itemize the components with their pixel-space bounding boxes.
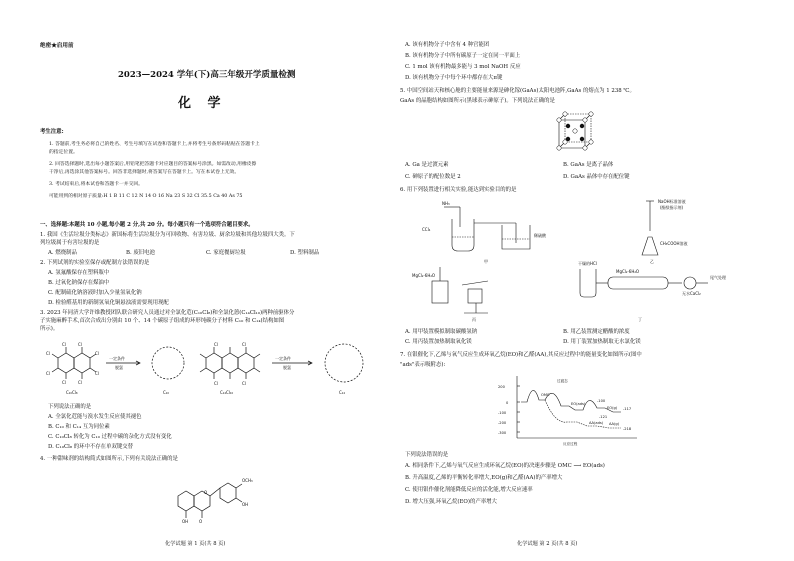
ytick: 200	[498, 385, 505, 389]
q7-option-a: A. 相同条件下,乙烯与氧气反应生成环氧乙烷(EO)的决速步骤是 OMC ⟶ EO(ads)	[405, 463, 605, 469]
chlorine-label: Cl	[46, 351, 50, 356]
arrow1-bottom: 脱氯	[115, 365, 123, 370]
arrow1-top: 一定条件	[109, 356, 125, 361]
hcl-label: 干燥的HCl	[578, 261, 597, 266]
ch3cooh-label: CH₃COOH溶液	[660, 241, 688, 246]
q6-apparatus-figure	[402, 197, 742, 325]
q3-option-a: A. 全氯化苊能与溴水发生反应使其褪色	[48, 414, 142, 420]
q7-energy-diagram	[497, 372, 647, 448]
atomic-mass-line: 可能用到的相对原子质量:H 1 B 11 C 12 N 14 O 16 Na 23 S 32 Cl 35.5 Ca 40 As 75	[49, 194, 243, 199]
figure-jia: 甲	[484, 259, 488, 264]
q1-stem: 1. 我国《生活垃圾分类标志》新国标将生活垃圾分为可回收物、有害垃圾、厨余垃圾和其他垃圾四大类。下	[40, 232, 295, 238]
q2-option-a: A. 氢氟酸保存在塑料瓶中	[48, 270, 110, 276]
q7-option-b: B. 升高温度,乙烯的平衡转化率增大,EO(g)和乙醛(AA)的产率增大	[405, 475, 563, 481]
q5-stem: GaAs 的晶胞结构如图所示(黑球表示砷原子)。下列说法正确的是	[400, 98, 555, 104]
tail-gas-label: 尾气处理	[710, 275, 726, 280]
q3-reaction-scheme	[40, 336, 380, 402]
ytick: 0	[506, 401, 509, 405]
q1-option-d: D. 塑料制品	[290, 250, 320, 256]
q3-option-b: B. C₁₀ 和 C₁₄ 互为同位素	[48, 424, 110, 430]
q4-option-a: A. 该有机物分子中含有 4 种官能团	[405, 42, 490, 48]
q4-option-c: C. 1 mol 该有机物最多能与 3 mol NaOH 反应	[405, 64, 521, 70]
eo-g-label: EO(g)	[607, 406, 618, 410]
note-line: 干净后,再选涂其他答案标号。回答非选择题时,将答案写在答题卡上。写在本试卷上无效。	[49, 170, 240, 175]
ytick: -200	[498, 421, 507, 425]
chlorine-label: Cl	[78, 380, 82, 385]
mgcl2-tube-label: MgCl₂·6H₂O	[616, 269, 640, 274]
och3-label: OCH₃	[242, 478, 253, 483]
energy-label: -117	[623, 407, 632, 411]
q5-option-d: D. GaAs 晶体中存在配位键	[563, 174, 630, 180]
page-footer: 化学试题 第 2 页(共 8 页)	[517, 541, 578, 547]
acid-label: 稀硫酸	[534, 233, 546, 238]
page-footer: 化学试题 第 1 页(共 8 页)	[165, 541, 226, 547]
note-line: 3. 考试结束后,将本试卷和答题卡一并交回。	[49, 182, 143, 187]
q2-option-c: C. 配制硫化钠溶液时加入少量氢氧化钠	[48, 290, 142, 296]
x-axis-label: 反应过程	[563, 442, 578, 446]
figure-yi: 乙	[650, 259, 654, 264]
transition-state-label: 过渡态	[557, 379, 568, 383]
q5-option-a: A. Ga 是过渡元素	[405, 162, 449, 168]
q1-option-c: C. 家庭餐厨垃圾	[206, 250, 246, 256]
section-heading: 一、选择题:本题共 10 小题,每小题 2 分,共 20 分。每小题只有一个选项符合题目要求。	[40, 222, 254, 228]
nh3-label: NH₃	[442, 201, 450, 206]
mgcl2-label: MgCl₂·6H₂O	[412, 273, 436, 278]
note-line: 的指定位置。	[49, 150, 78, 155]
q3-stem: 3. 2023 年同济大学许维教授团队联合研究人员通过对全氯化苊(C₁₀Cl₈)和全氯化蒽(C₁₄Cl₁₀)两种前驱体分	[40, 310, 295, 316]
naoh-label: NaOH标准溶液	[658, 199, 686, 204]
chlorine-label: Cl	[62, 342, 66, 347]
figure-ding: 丁	[638, 317, 642, 322]
omc-label: OMC	[541, 393, 550, 397]
note-line: 2. 回答选择题时,选出每小题答案后,用铅笔把答题卡对应题目的答案标号涂黑。如需改动,用橡皮擦	[49, 162, 257, 167]
q6-option-c: C. 用丙装置加热制取氧化镁	[405, 339, 472, 345]
eo-ads-label: EO(ads)	[571, 402, 586, 406]
secret-mark: 绝密★启用前	[40, 43, 74, 49]
q6-option-a: A. 用甲装置模拟制取碳酸氢钠	[405, 329, 478, 335]
q7-option-c: C. 使用银作催化剂能降低反应的活化能,增大反应速率	[405, 487, 533, 493]
product2-label: C₁₄	[339, 390, 345, 395]
ccl4-label: CCl₄	[422, 227, 431, 232]
chlorine-label: Cl	[78, 342, 82, 347]
energy-label: -218	[623, 427, 632, 431]
precursor1-label: C₁₀Cl₈	[66, 390, 78, 395]
energy-label: -121	[599, 415, 608, 419]
q7-option-d: D. 增大压强,环氧乙烷(EO)的产率增大	[405, 499, 497, 505]
chlorine-label: Cl	[242, 342, 246, 347]
ytick: -300	[498, 431, 507, 435]
q3-stem: 所示)。	[40, 326, 59, 332]
q1-stem: 列垃圾属于有害垃圾的是	[40, 240, 100, 246]
q3-option-c: C. C₁₀Cl₈ 转化为 C₁₀ 过程中碳的杂化方式没有变化	[48, 434, 172, 440]
q2-stem: 2. 下列试剂的实验室保存或配制方法错误的是	[40, 260, 150, 266]
figure-bing: 丙	[472, 317, 476, 322]
chlorine-label: Cl	[214, 342, 218, 347]
arrow2-bottom: 脱氯	[283, 365, 291, 370]
chlorine-label: Cl	[242, 381, 246, 386]
q4-option-b: B. 该有机物分子中所有碳原子一定在同一平面上	[405, 53, 521, 59]
q3-question: 下列说法正确的是	[48, 404, 92, 410]
notes-heading: 考生注意:	[40, 129, 64, 135]
q1-option-b: B. 废旧电池	[126, 250, 155, 256]
q7-question: 下列说法错误的是	[405, 452, 449, 458]
note-line: 1. 答题前,考生务必将自己的姓名、考生号填写在试卷和答题卡上,并将考生号条形码粘贴在答题卡上	[49, 142, 260, 147]
q5-option-c: C. 砷原子的配位数是 2	[405, 174, 461, 180]
q6-option-d: D. 用丁装置加热制取无水氯化镁	[563, 339, 641, 345]
subject-title: 化 学	[178, 96, 227, 111]
q3-stem: 子实施麻醉手术,首次合成出分别由 10 个、14 个碳原子组成的环形纯碳分子材料 C₁₀ 和 C₁₄(结构如图	[40, 318, 285, 324]
cacl2-label: 无水CaCl₂	[682, 291, 701, 296]
product1-label: C₁₀	[163, 390, 169, 395]
phenol-label: (酚酞指示剂)	[660, 205, 684, 210]
q6-stem: 6. 用下列装置进行相关实验,能达到实验目的的是	[400, 187, 517, 193]
oh-label: OH	[242, 502, 249, 507]
q4-stem: 4. 一种甜味剂的结构简式如图所示,下列有关说法正确的是	[40, 456, 178, 462]
aa-ads-label: AA(ads)	[589, 421, 604, 425]
q7-stem: "ads"表示吸附态):	[400, 362, 446, 368]
q4-sweetener-structure	[170, 466, 260, 524]
chlorine-label: Cl	[214, 381, 218, 386]
q4-option-d: D. 该有机物分子中每个环中都存在大π键	[405, 75, 503, 81]
q5-stem: 5. 中国空间站天和核心舱的主要能量来源是砷化镓(GaAs)太阳电池阵,GaAs 的熔点为 1 238 ℃。	[400, 88, 635, 94]
energy-label: -100	[597, 399, 606, 403]
q1-option-a: A. 燃烧制品	[48, 250, 77, 256]
ytick: -100	[498, 411, 507, 415]
q5-option-b: B. GaAs 是离子晶体	[563, 162, 614, 168]
q3-option-d: D. C₁₀Cl₈ 的环中不存在单双键交替	[48, 444, 134, 450]
carbonyl-oxygen-label: O	[199, 519, 203, 524]
chlorine-label: Cl	[62, 380, 66, 385]
oh-label: OH	[182, 519, 189, 524]
q2-option-d: D. 检验醛基用的新制氢氧化铜悬浊液需要现用现配	[48, 300, 169, 306]
q2-option-b: B. 过氧化钠保存在煤油中	[48, 280, 110, 286]
precursor2-label: C₁₄Cl₁₀	[220, 390, 234, 395]
chlorine-label: Cl	[95, 371, 99, 376]
exam-title: 2023—2024 学年(下)高三年级开学质量检测	[118, 70, 296, 80]
q6-option-b: B. 用乙装置测定醋酸的浓度	[563, 329, 630, 335]
q5-gaas-unit-cell	[551, 110, 595, 156]
aa-g-label: AA(g)	[609, 422, 620, 426]
ring-oxygen-label: O	[204, 490, 208, 495]
chlorine-label: Cl	[95, 351, 99, 356]
arrow2-top: 一定条件	[275, 356, 291, 361]
right-page	[397, 0, 794, 561]
q7-stem: 7. 在银催化下,乙烯与氧气反应生成环氧乙烷(EO)和乙醛(AA),其反应过程中的能量变化如图所示(图中	[400, 352, 642, 358]
chlorine-label: Cl	[46, 371, 50, 376]
